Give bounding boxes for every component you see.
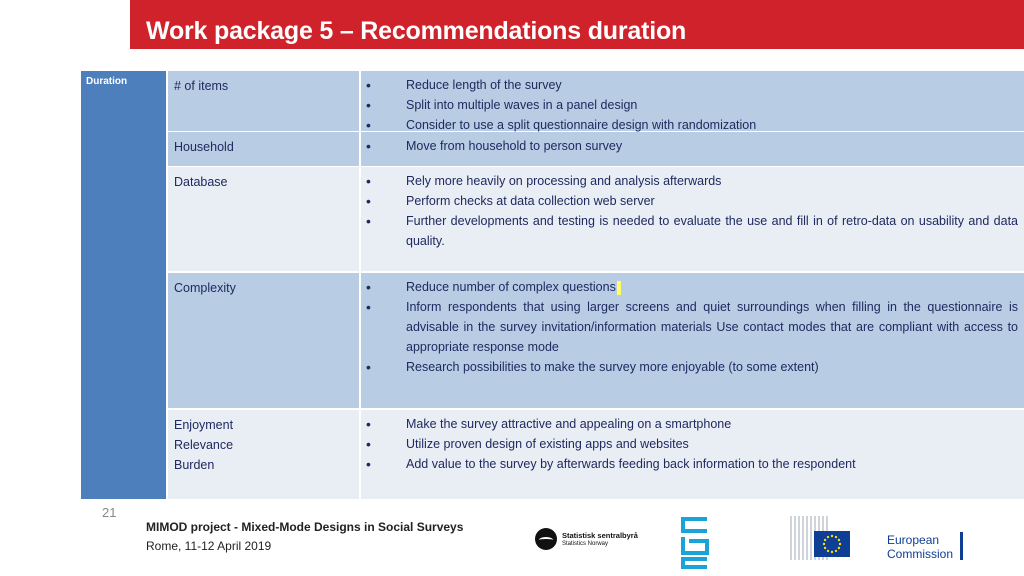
ec-name-line1: European: [887, 533, 940, 547]
category-label: Duration: [86, 76, 128, 87]
table-row: [168, 71, 1024, 131]
bullet-item: • Add value to the survey by afterwards feeding back information to the respondent: [362, 454, 1018, 474]
row-bullets-cell: [362, 167, 1024, 271]
row-label-cell: [168, 71, 361, 131]
ec-name-line2: Commission: [887, 547, 954, 561]
ssb-emblem-icon: [535, 528, 557, 550]
slide-title: Work package 5 – Recommendations duration: [146, 17, 687, 45]
row-label-cell: [168, 132, 361, 166]
ssb-name: Statistisk sentralbyrå: [562, 531, 638, 540]
recommendations-table: [81, 71, 1024, 499]
row-label-cell: [168, 410, 361, 499]
table-row: [168, 132, 1024, 166]
bullet-item: • Consider to use a split questionnaire design with randomization: [362, 115, 1018, 135]
statistics-norway-logo: [535, 527, 665, 553]
row-label: Relevance: [174, 438, 234, 452]
bullet-item: • Perform checks at data collection web server: [362, 191, 1018, 211]
table-row: [168, 167, 1024, 273]
bullet-item: • Split into multiple waves in a panel design: [362, 95, 1018, 115]
bullet-item: • Inform respondents that using larger screens and quiet surroundings when filling in the questionnaire is advisable in the survey invitation/information materials Use contact modes that are compliant with access to appropriate response mode: [362, 297, 1018, 357]
bullet-item: • Utilize proven design of existing apps and websites: [362, 434, 1018, 454]
row-label: Household: [174, 140, 234, 154]
row-label: Database: [174, 175, 228, 189]
row-label-cell: [168, 273, 361, 408]
row-bullets-cell: [362, 273, 1024, 408]
row-label-cell: [168, 167, 361, 271]
bullet-text: Reduce number of complex questions: [406, 280, 616, 294]
bullet-item: • Research possibilities to make the survey more enjoyable (to some extent): [362, 357, 1018, 377]
row-bullets-cell: [362, 71, 1024, 131]
european-commission-logo: [790, 512, 965, 562]
page-number: 21: [102, 505, 117, 520]
table-row: [168, 273, 1024, 410]
row-label: # of items: [174, 79, 229, 93]
cbs-logo-icon: [677, 515, 712, 570]
cbs-logo: [677, 515, 712, 570]
text-cursor-highlight: [617, 281, 621, 295]
category-column: [81, 71, 168, 499]
title-bar: [130, 0, 1024, 49]
ec-accent-bar: [960, 532, 963, 560]
row-label: Enjoyment: [174, 418, 234, 432]
bullet-item: [362, 277, 1018, 297]
bullet-item: • Make the survey attractive and appealing on a smartphone: [362, 414, 1018, 434]
footer-project: MIMOD project - Mixed-Mode Designs in Social Surveys: [146, 520, 464, 534]
eu-flag-icon: [814, 531, 850, 557]
row-label: Burden: [174, 458, 215, 472]
bullet-item: • Further developments and testing is needed to evaluate the use and fill in of retro-data on usability and data quality.: [362, 211, 1018, 251]
bullet-item: • Rely more heavily on processing and analysis afterwards: [362, 171, 1018, 191]
footer-date: Rome, 11-12 April 2019: [146, 539, 272, 553]
row-bullets-cell: [362, 410, 1024, 499]
row-bullets-cell: [362, 132, 1024, 166]
ssb-subtitle: Statistics Norway: [562, 541, 609, 547]
row-label: Complexity: [174, 281, 236, 295]
table-row: [168, 410, 1024, 499]
bullet-item: • Move from household to person survey: [362, 136, 1018, 156]
bullet-item: • Reduce length of the survey: [362, 75, 1018, 95]
